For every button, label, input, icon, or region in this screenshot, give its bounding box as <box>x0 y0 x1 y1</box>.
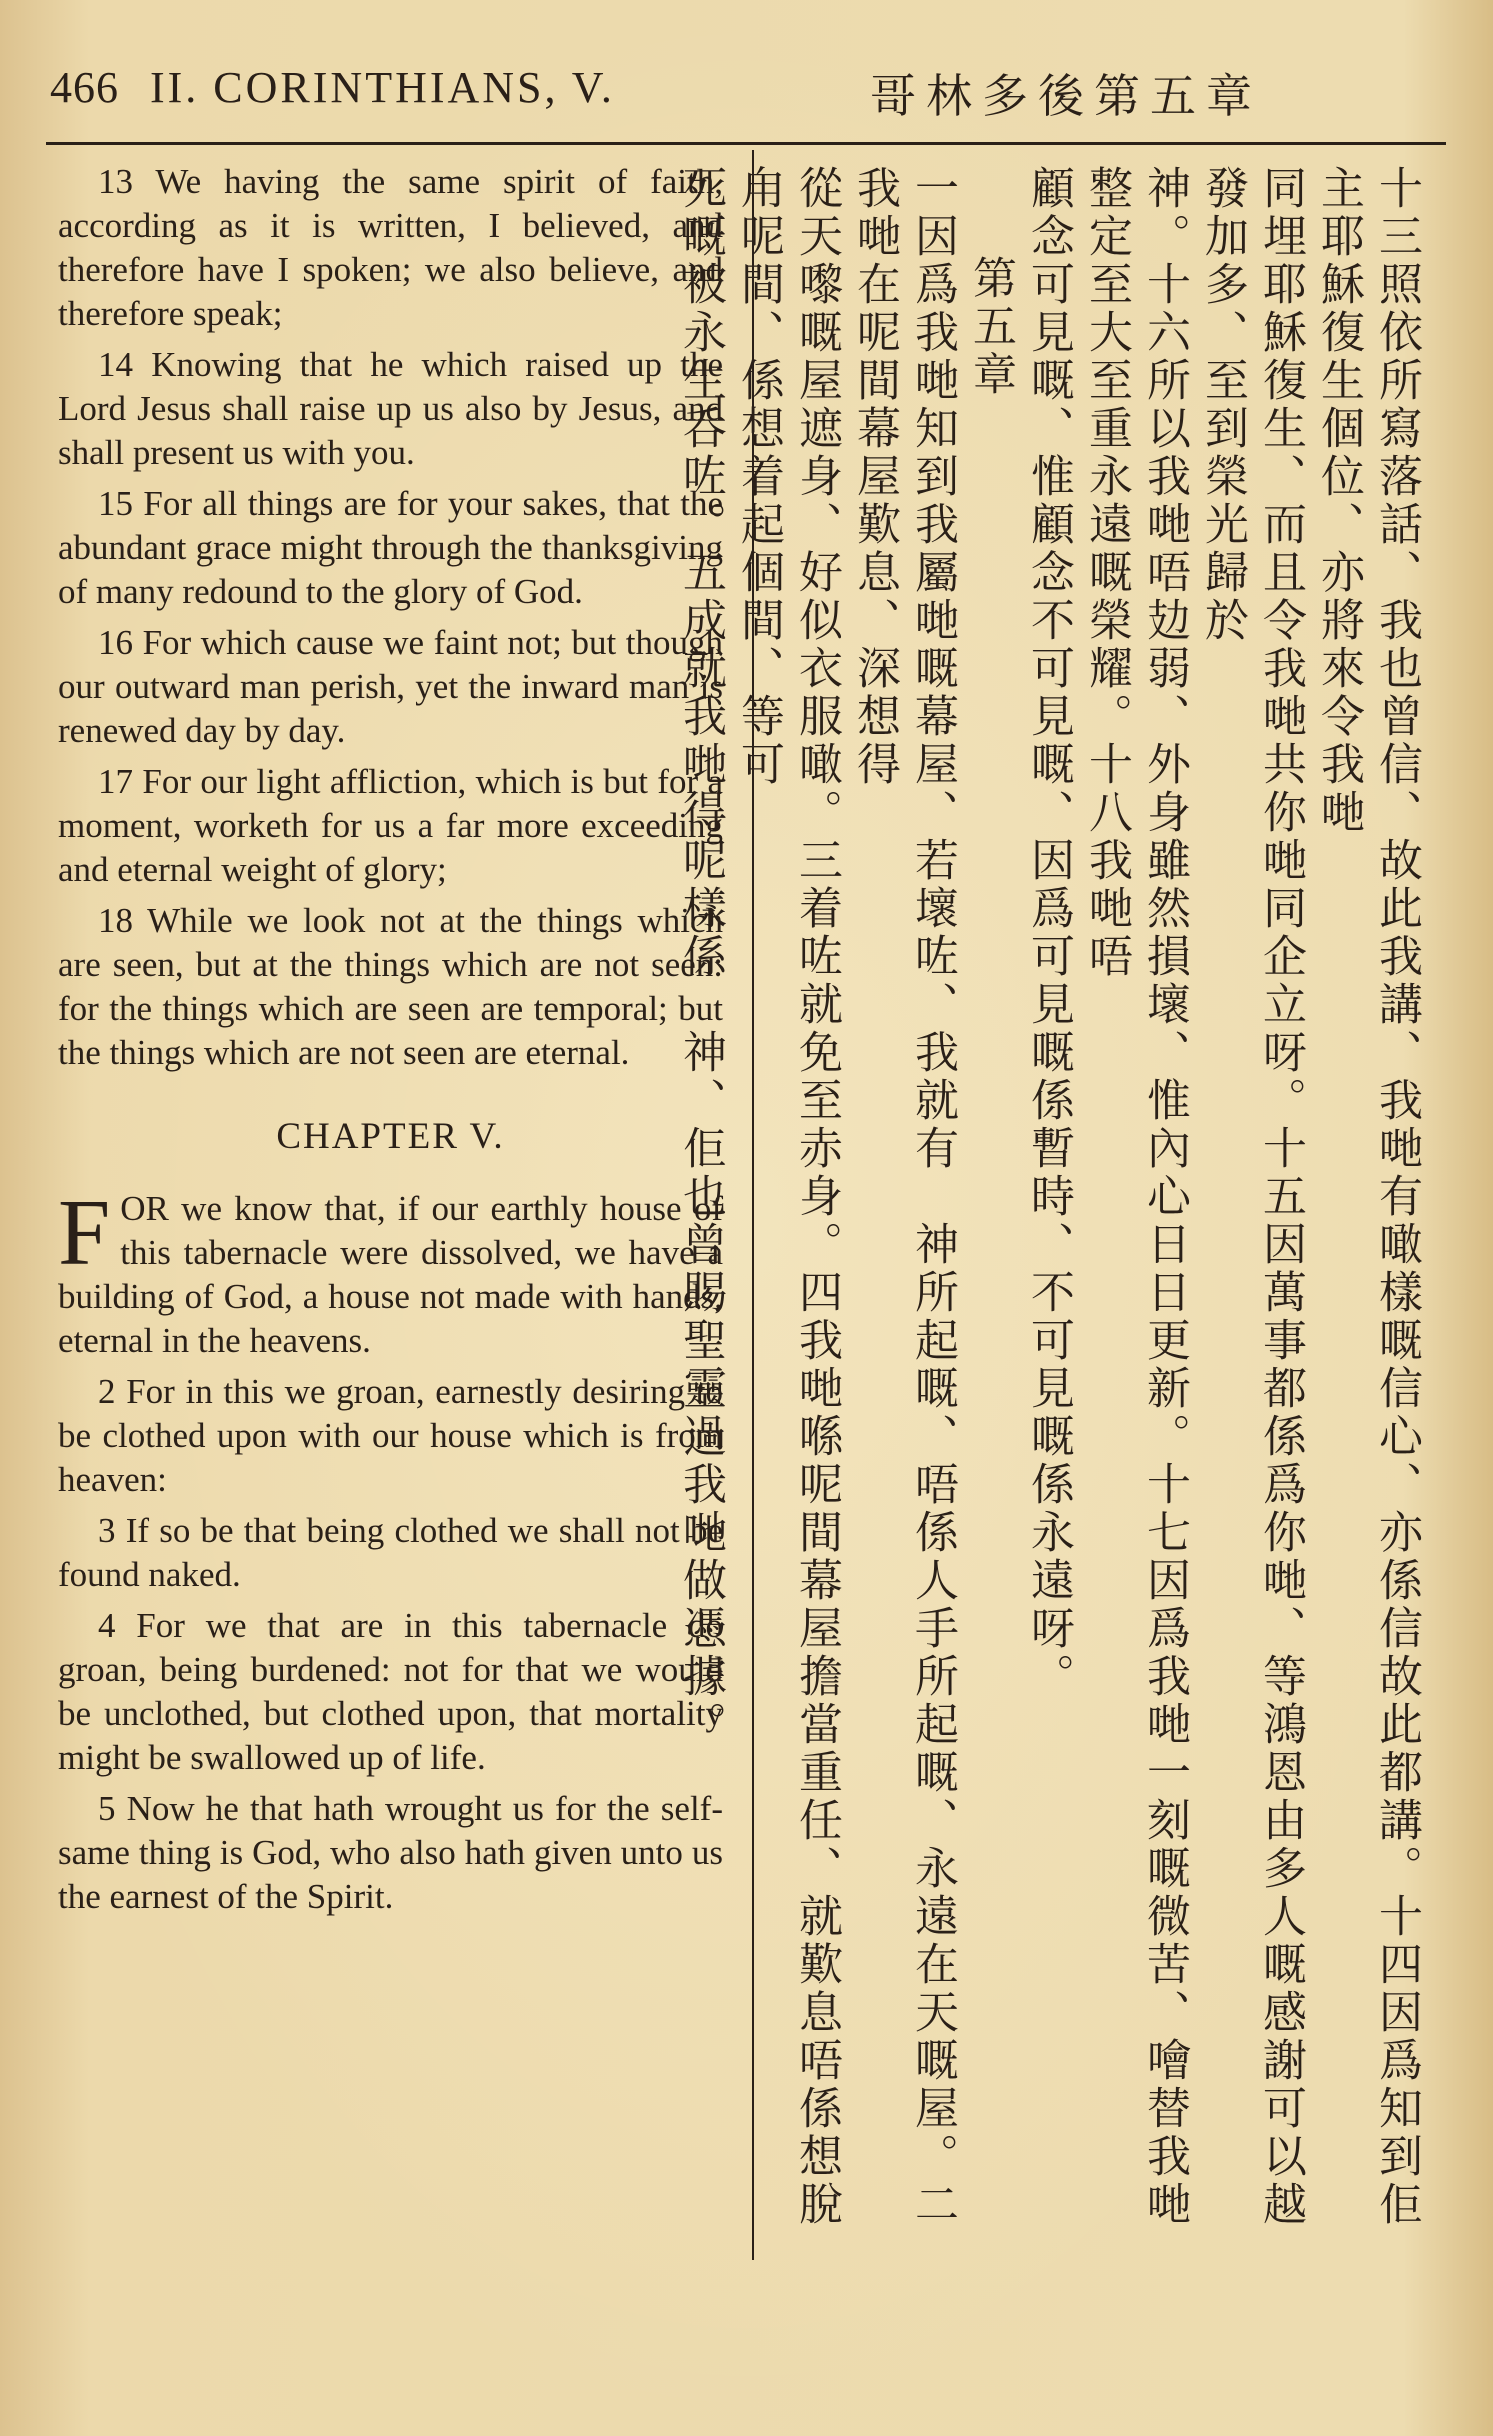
chinese-column-5: 一因爲我哋知到我屬哋嘅幕屋、若壞咗、我就有 神所起嘅、唔係人手所起嘅、永遠在天嘅屋。二我哋在呢間幕屋歎息、深想得 <box>849 165 958 2229</box>
header-rule <box>46 142 1446 145</box>
verse-16: 16 For which cause we faint not; but though our outward man perish, yet the inward man is renewed day by day. <box>58 623 723 750</box>
chinese-chapter-heading: 第五章 <box>965 255 1016 399</box>
chinese-column-6: 從天嚟嘅屋遮身、好似衣服噉。三着咗就免至赤身。四我哋喺呢間幕屋擔當重任、就歎息唔係想脫甪呢間、係想着起個間、等可 <box>733 165 842 2229</box>
chinese-column-4: 顧念可見嘅、惟顧念不可見嘅、因爲可見嘅係暫時、不可見嘅係永遠呀。 <box>1023 165 1074 1701</box>
chapter-verse-3: 3 If so be that being clothed we shall not be found naked. <box>58 1511 723 1594</box>
chapter-verse-1 <box>58 1181 723 1363</box>
verse-18: 18 While we look not at the things which are seen, but at the things which are not seen: for the things which are seen are temporal; but the things which are not seen are eternal. <box>58 901 723 1072</box>
verse-14: 14 Knowing that he which raised up the Lord Jesus shall raise up us also by Jesus, and shall present us with you. <box>58 345 723 472</box>
verse-15: 15 For all things are for your sakes, that the abundant grace might through the thanksgiving of many redound to the glory of God. <box>58 484 723 611</box>
chinese-column-1: 十三照依所寫落話、我也曾信、故此我講、我哋有噉樣嘅信心、亦係信故此都講。十四因爲知到佢 主耶穌復生個位、亦將來令我哋 <box>1313 165 1422 2277</box>
english-column <box>58 160 723 1926</box>
chapter-verse-2: 2 For in this we groan, earnestly desiring to be clothed upon with our house which is from heaven: <box>58 1372 723 1499</box>
running-head-chinese: 哥林多後第五章 <box>870 69 1262 123</box>
page-header <box>0 0 1493 140</box>
chinese-column-7: 死嘅被永生呑咗。五成就我哋得呢樣係 神、佢也曾賜聖靈過我哋做憑據。 <box>675 165 726 1749</box>
chinese-text-area <box>675 165 1425 2277</box>
chinese-column-3: 神。十六所以我哋唔攰弱、外身雖然損壞、惟內心日日更新。十七因爲我哋一刻嘅微苦、噲替我哋整定至大至重永遠嘅榮耀。十八我哋唔 <box>1081 165 1190 2229</box>
chapter-verse-4: 4 For we that are in this tabernacle do groan, being burdened: not for that we would be unclothed, but clothed upon, that mortality might be swallowed up of life. <box>58 1606 723 1777</box>
verse-17: 17 For our light affliction, which is but for a moment, worketh for us a far more exceeding and eternal weight of glory; <box>58 762 723 889</box>
chapter-verse-5: 5 Now he that hath wrought us for the self-same thing is God, who also hath given unto us the earnest of the Spirit. <box>58 1789 723 1916</box>
running-head-english: II. CORINTHIANS, V. <box>150 63 615 112</box>
verse-13: 13 We having the same spirit of faith, according as it is written, I believed, and therefore have I spoken; we also believe, and therefore speak; <box>58 162 723 333</box>
chapter-heading: CHAPTER V. <box>276 1116 505 1157</box>
page-number: 466 <box>50 63 119 112</box>
drop-cap: F <box>58 1181 111 1285</box>
chapter-verse-1-text: OR we know that, if our earthly house of this tabernacle were dissolved, we have a building of God, a house not made with hands, eternal in the heavens. <box>58 1189 723 1360</box>
chinese-column-2: 同埋耶穌復生、而且令我哋共你哋同企立呀。十五因萬事都係爲你哋、等鴻恩由多人嘅感謝可以越發加多、至到榮光歸於 <box>1197 165 1306 2229</box>
